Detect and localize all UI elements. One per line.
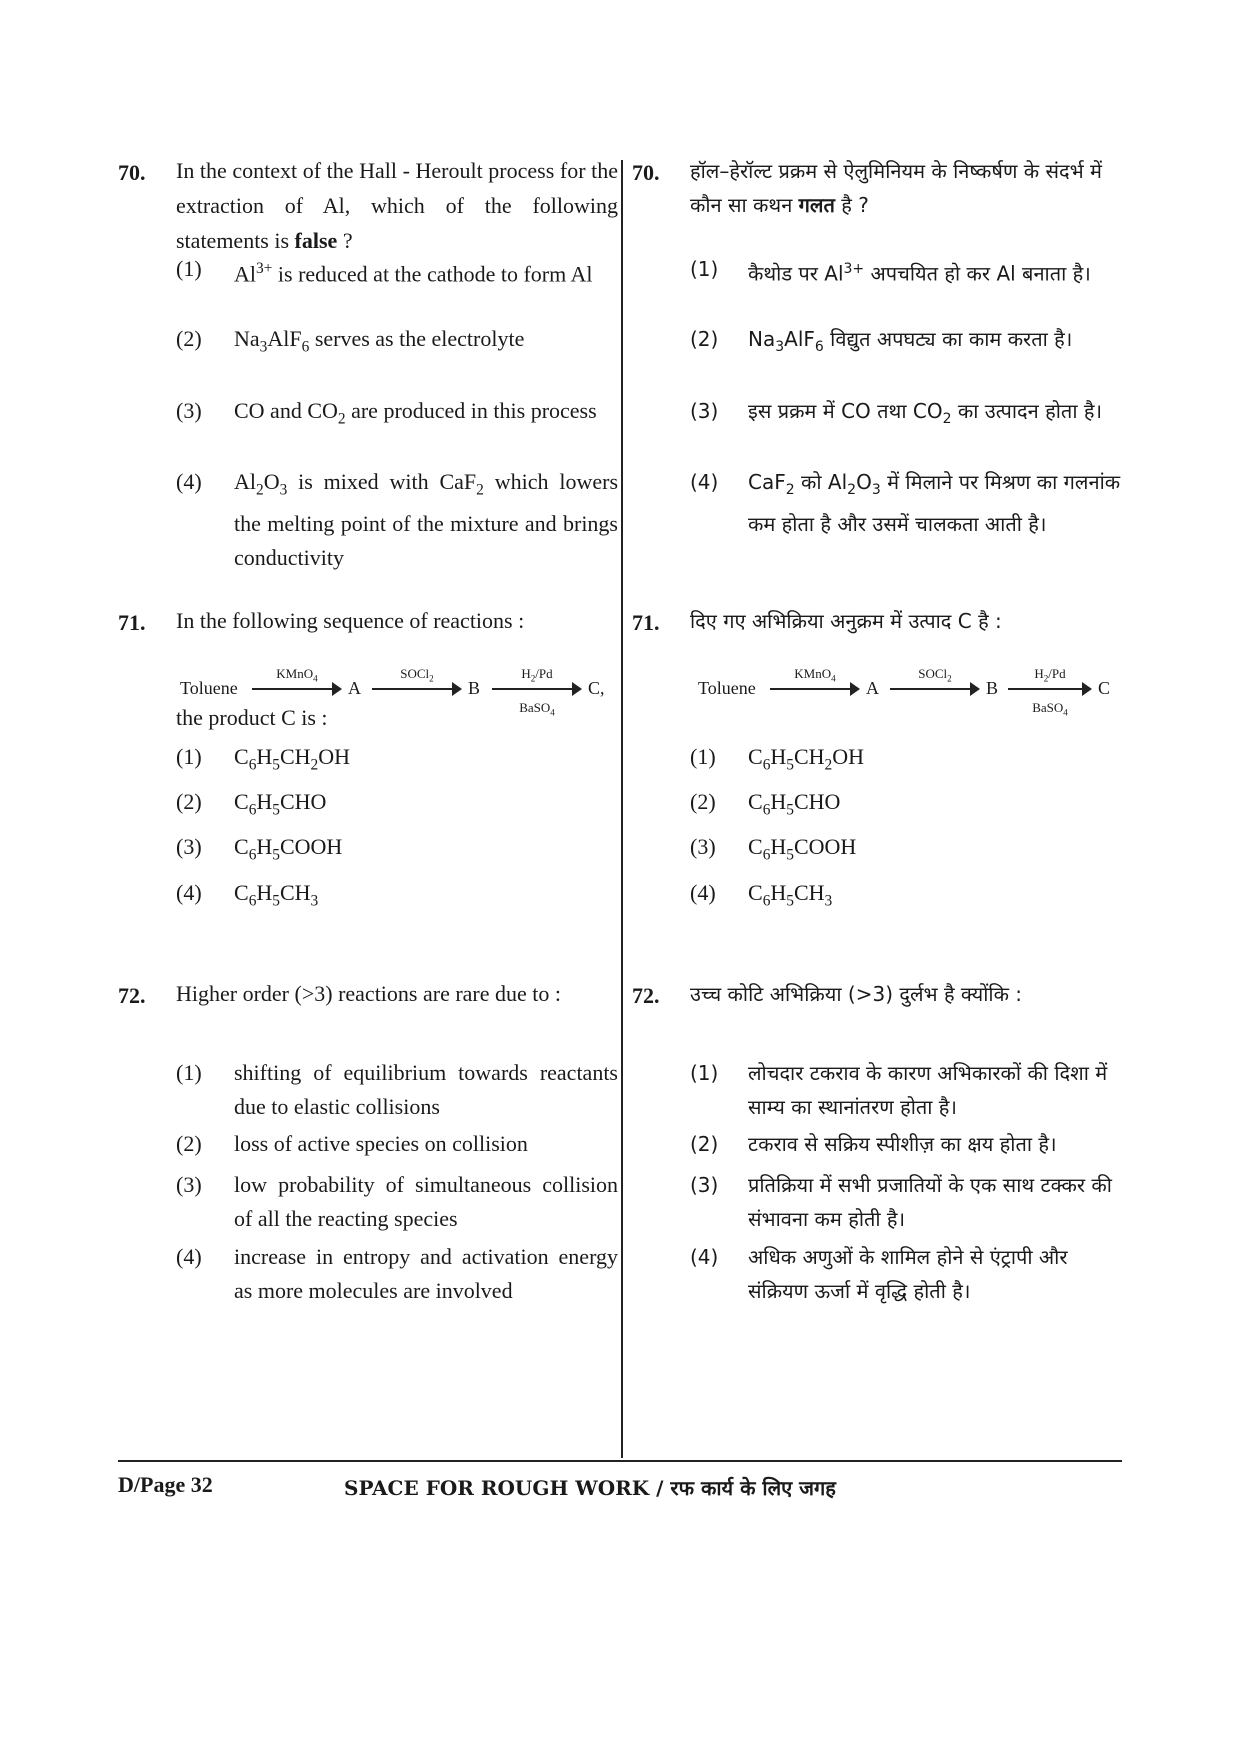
column-divider bbox=[621, 160, 623, 1458]
arrow-2-hi: SOCl$_2$ bbox=[890, 674, 980, 698]
arrow-2: SOCl$_2$ bbox=[372, 674, 462, 698]
footer-rule bbox=[118, 1460, 1122, 1462]
question-72-number: 72. bbox=[118, 983, 146, 1008]
arrow-1: KMnO$_4$ bbox=[252, 674, 342, 698]
product-c: C, bbox=[588, 678, 605, 698]
question-71-number-hi: 71. bbox=[632, 610, 660, 635]
product-b-hi: B bbox=[986, 678, 999, 698]
reactant-toluene: Toluene bbox=[180, 678, 238, 698]
product-a: A bbox=[348, 678, 361, 698]
question-70-stem: In the context of the Hall - Heroult process for the extraction of Al, which of the following statements is false ? bbox=[176, 158, 618, 253]
reaction-sequence-hi bbox=[632, 656, 1132, 718]
arrow-3-hi: $H_2/Pd$ BaSO$_4$ bbox=[1008, 674, 1092, 698]
arrow-1-hi: KMnO$_4$ bbox=[770, 674, 860, 698]
question-71-stem-hi: दिए गए अभिक्रिया अनुक्रम में उत्पाद C है : bbox=[690, 609, 1002, 633]
product-a-hi: A bbox=[866, 678, 879, 698]
question-71-after: the product C is : bbox=[176, 705, 328, 730]
page-number: D/Page 32 bbox=[118, 1472, 213, 1497]
question-70-number: 70. bbox=[118, 160, 146, 185]
question-70-stem-hi: हॉल–हेरॉल्ट प्रक्रम से ऐलुमिनियम के निष्कर्षण के संदर्भ में कौन सा कथन गलत है ? bbox=[690, 159, 1103, 217]
question-71-number: 71. bbox=[118, 610, 146, 635]
arrow-3: $H_2/Pd$ BaSO$_4$ bbox=[492, 674, 582, 698]
question-71-stem: In the following sequence of reactions : bbox=[176, 608, 525, 633]
reactant-toluene-hi: Toluene bbox=[698, 678, 756, 698]
question-72-stem-hi: उच्च कोटि अभिक्रिया (>3) दुर्लभ है क्योंकि : bbox=[690, 982, 1023, 1006]
product-c-hi: C bbox=[1098, 678, 1111, 698]
question-70-number-hi: 70. bbox=[632, 160, 660, 185]
rough-work-label: SPACE FOR ROUGH WORK / रफ कार्य के लिए जगह bbox=[344, 1476, 836, 1500]
product-b: B bbox=[468, 678, 481, 698]
question-72-number-hi: 72. bbox=[632, 983, 660, 1008]
question-72-stem: Higher order (>3) reactions are rare due to : bbox=[176, 981, 561, 1006]
